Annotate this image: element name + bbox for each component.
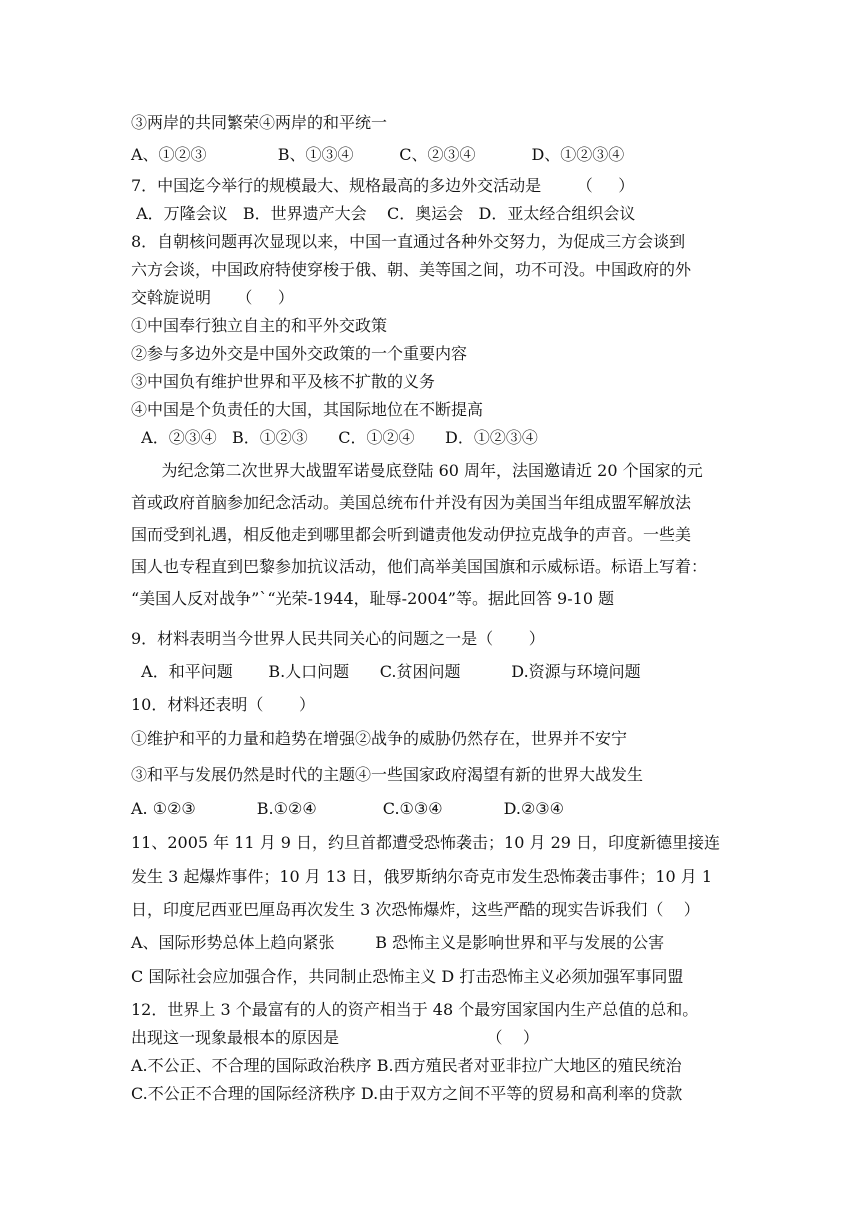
text-line: 六方会谈，中国政府特使穿梭于俄、朝、美等国之间，功不可没。中国政府的外	[131, 260, 692, 279]
text-line: C.不公正不合理的国际经济秩序 D.由于双方之间不平等的贸易和高利率的贷款	[131, 1084, 683, 1103]
text-line: 国人也专程直到巴黎参加抗议活动，他们高举美国国旗和示威标语。标语上写着：	[131, 557, 708, 576]
text-line: ①中国奉行独立自主的和平外交政策	[131, 316, 388, 335]
text-line: A. ①②③ B.①②④ C.①③④ D.②③④	[131, 799, 564, 818]
text-line: ④中国是个负责任的大国，其国际地位在不断提高	[131, 400, 484, 419]
text-line: 10．材料还表明（ ）	[131, 695, 315, 714]
text-line: C 国际社会应加强合作，共同制止恐怖主义 D 打击恐怖主义必须加强军事同盟	[131, 967, 684, 986]
text-line: 首或政府首脑参加纪念活动。美国总统布什并没有因为美国当年组成盟军解放法	[131, 493, 692, 512]
text-line: A.不公正、不合理的国际政治秩序 B.西方殖民者对亚非拉广大地区的殖民统治	[131, 1056, 682, 1075]
text-line: ①维护和平的力量和趋势在增强②战争的威胁仍然存在，世界并不安宁	[131, 729, 628, 748]
text-line: A．万隆会议 B．世界遗产大会 C．奥运会 D．亚太经合组织会议	[131, 204, 636, 223]
text-line: 为纪念第二次世界大战盟军诺曼底登陆 60 周年，法国邀请近 20 个国家的元	[131, 461, 703, 480]
text-line: A．②③④ B．①②③ C．①②④ D．①②③④	[131, 428, 538, 447]
text-line: 12．世界上 3 个最富有的人的资产相当于 48 个最穷国家国内生产总值的总和。	[131, 1000, 699, 1019]
text-line: 9．材料表明当今世界人民共同关心的问题之一是（ ）	[131, 629, 545, 648]
text-line: 11、2005 年 11 月 9 日，约旦首都遭受恐怖袭击；10 月 29 日，印度新德里接连	[131, 833, 721, 852]
text-line: A．和平问题 B.人口问题 C.贫困问题 D.资源与环境问题	[131, 662, 641, 681]
text-line: ③中国负有维护世界和平及核不扩散的义务	[131, 372, 436, 391]
text-line: 交斡旋说明 （ ）	[131, 288, 294, 307]
text-line: 8．自朝核问题再次显现以来，中国一直通过各种外交努力，为促成三方会谈到	[131, 232, 686, 251]
text-line: A、①②③ B、①③④ C、②③④ D、①②③④	[131, 145, 625, 164]
text-line: ③两岸的共同繁荣④两岸的和平统一	[131, 113, 388, 132]
text-line: ②参与多边外交是中国外交政策的一个重要内容	[131, 344, 468, 363]
text-line: “美国人反对战争”`“光荣-1944，耻辱-2004”等。据此回答 9-10 题	[131, 589, 615, 608]
text-line: ③和平与发展仍然是时代的主题④一些国家政府渴望有新的世界大战发生	[131, 765, 644, 784]
text-line: A、国际形势总体上趋向紧张 B 恐怖主义是影响世界和平与发展的公害	[131, 933, 665, 952]
text-line: 发生 3 起爆炸事件；10 月 13 日，俄罗斯纳尔奇克市发生恐怖袭击事件；10 月 1	[131, 867, 713, 886]
text-line: 出现这一现象最根本的原因是 （ ）	[131, 1028, 539, 1047]
text-line: 国而受到礼遇，相反他走到哪里都会听到谴责他发动伊拉克战争的声音。一些美	[131, 525, 692, 544]
text-line: 7．中国迄今举行的规模最大、规格最高的多边外交活动是 （ ）	[131, 176, 635, 195]
text-line: 日，印度尼西亚巴厘岛再次发生 3 次恐怖爆炸，这些严酷的现实告诉我们（ ）	[131, 900, 700, 919]
